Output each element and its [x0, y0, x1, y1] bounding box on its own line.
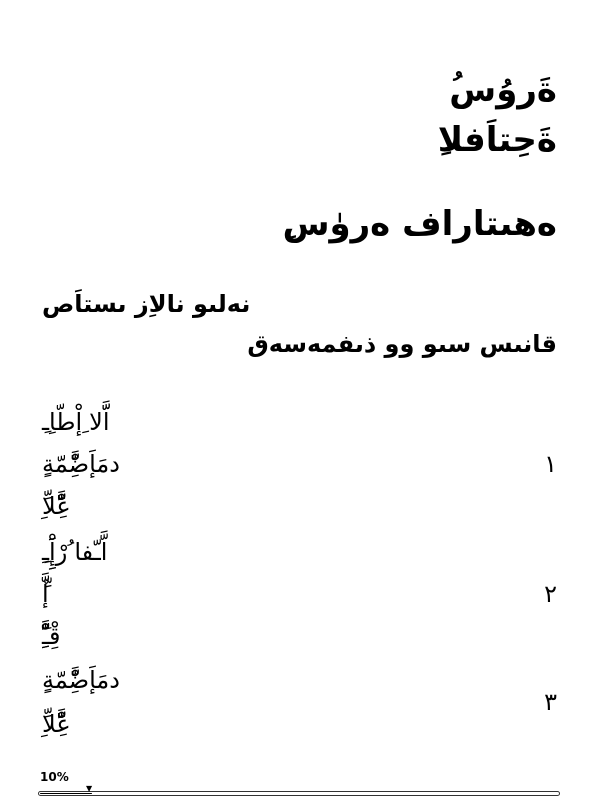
caption-line-2: قانىس سىو وو ذىفمەسەق	[247, 330, 557, 358]
book-title: ُةَروُس	[449, 70, 557, 110]
toc-item-text: ِاَّّلا ِإْطّاِـ	[42, 408, 110, 436]
toc-item[interactable]	[42, 708, 557, 740]
author-name: ِەھىتاراف ەرۈس	[282, 204, 557, 244]
toc-item-page: ٣	[544, 688, 557, 716]
toc-item-text: ِّعََِّّْلاِ	[42, 492, 71, 520]
book-subtitle: ِةَحِتاَفلا	[437, 120, 557, 160]
toc-item-text: ِاَّـّفا ُرْإَِِْـِ	[42, 538, 108, 566]
toc-item-text: ِدمَإَضَِّْمّةِ	[42, 666, 120, 694]
toc-item[interactable]	[42, 620, 557, 652]
toc-item[interactable]	[42, 490, 557, 522]
toc-item[interactable]	[42, 448, 557, 480]
toc-item-text: ِدمَإَضَِّْمّةِ	[42, 450, 120, 478]
progress-percent: 10%	[40, 770, 69, 784]
toc-item-text: ِّعََِّّْلاِ	[42, 710, 71, 738]
reading-progress-bar[interactable]	[38, 791, 560, 796]
toc-item-page: ١	[544, 450, 557, 478]
toc-item[interactable]	[42, 578, 557, 610]
toc-item[interactable]	[42, 664, 557, 716]
caption-line-1: نەلىو نالاِز ىستاَص	[42, 290, 251, 318]
toc-item-text: َقِْـََِِّْْ	[42, 622, 61, 650]
toc-item[interactable]	[42, 406, 557, 438]
toc-item-page: ٢	[544, 580, 557, 608]
progress-marker-icon[interactable]: ▼	[86, 784, 93, 793]
progress-fill	[40, 793, 92, 794]
toc-item-text: ِّإَّ	[42, 580, 49, 608]
toc-item[interactable]	[42, 536, 557, 568]
